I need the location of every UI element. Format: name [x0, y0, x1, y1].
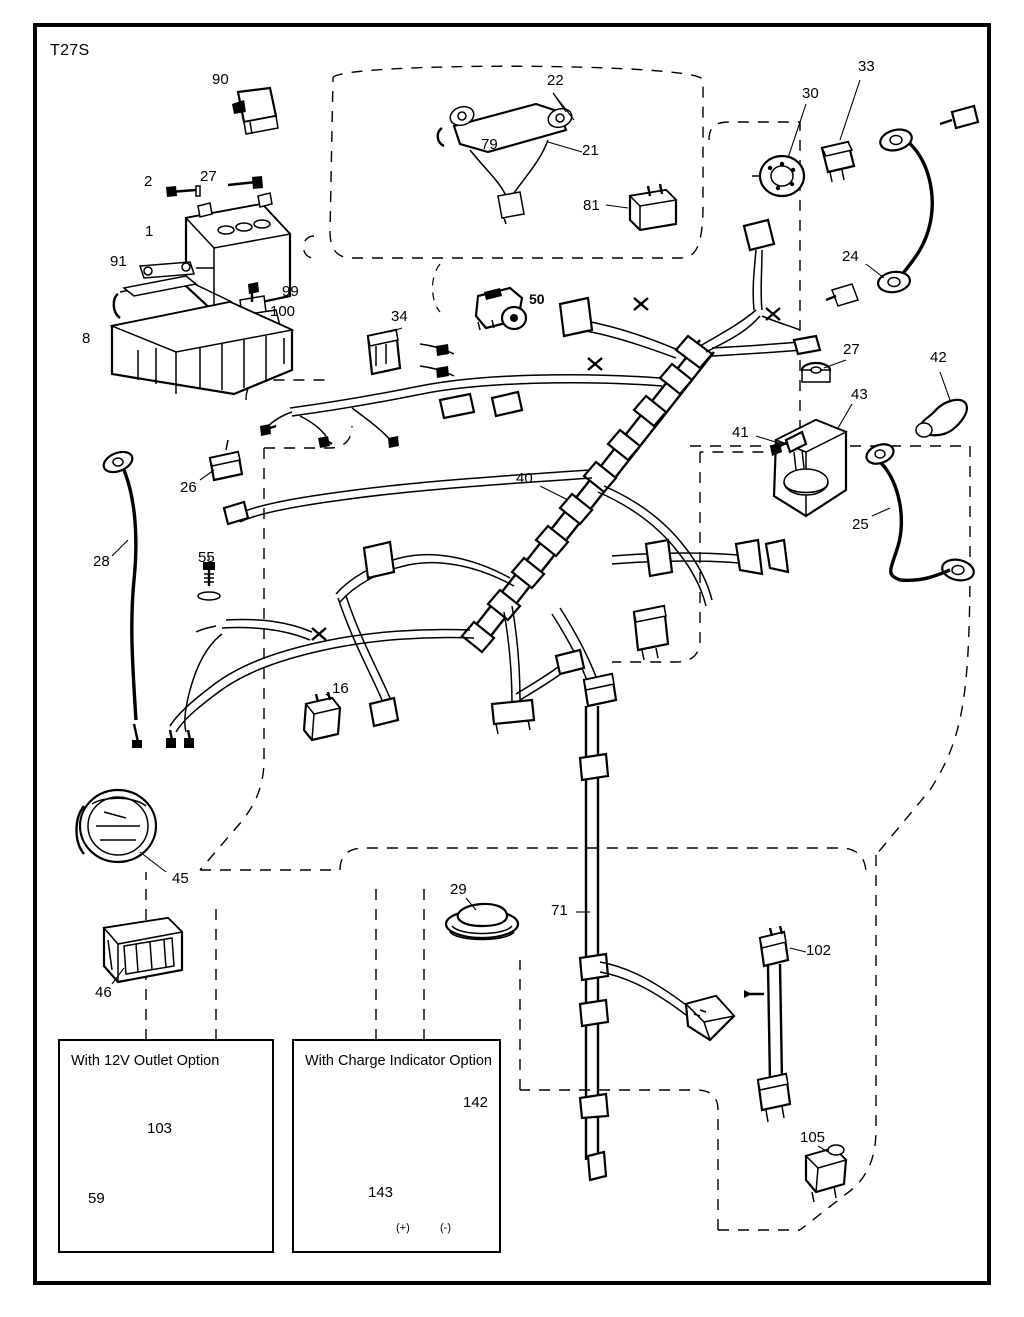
callout-100: 100 — [270, 303, 296, 320]
callout-30: 30 — [802, 85, 819, 102]
option-panel-12v-outlet — [58, 1039, 274, 1253]
callout-79: 79 — [481, 136, 498, 153]
callout-27-mid: 27 — [843, 341, 860, 358]
callout-24: 24 — [842, 248, 859, 265]
callout-33: 33 — [858, 58, 875, 75]
callout-91: 91 — [110, 253, 127, 270]
callout-21: 21 — [582, 142, 599, 159]
callout-41: 41 — [732, 424, 749, 441]
callout-142: 142 — [463, 1094, 489, 1111]
option-panel-charge-indicator-title: With Charge Indicator Option — [305, 1053, 492, 1069]
callout-46: 46 — [95, 984, 112, 1001]
callout-26: 26 — [180, 479, 197, 496]
option-panel-12v-outlet-title: With 12V Outlet Option — [71, 1053, 220, 1069]
option-panel-charge-indicator — [292, 1039, 501, 1253]
plate-id: T27S — [50, 42, 90, 59]
callout-71: 71 — [551, 902, 568, 919]
polarity-positive: (+) — [396, 1222, 410, 1234]
callout-50: 50 — [529, 291, 545, 307]
callout-28: 28 — [93, 553, 110, 570]
callout-8: 8 — [82, 330, 91, 347]
callout-16: 16 — [332, 680, 349, 697]
callout-34: 34 — [391, 308, 408, 325]
callout-105: 105 — [800, 1129, 826, 1146]
callout-102: 102 — [806, 942, 832, 959]
callout-59: 59 — [88, 1190, 105, 1207]
callout-43: 43 — [851, 386, 868, 403]
callout-29: 29 — [450, 881, 467, 898]
callout-55: 55 — [198, 549, 215, 566]
callout-42: 42 — [930, 349, 947, 366]
callout-45: 45 — [172, 870, 189, 887]
callout-81: 81 — [583, 197, 600, 214]
callout-103: 103 — [147, 1120, 173, 1137]
callout-22: 22 — [547, 72, 564, 89]
callout-27-top: 27 — [200, 168, 217, 185]
callout-40: 40 — [516, 470, 533, 487]
callout-90: 90 — [212, 71, 229, 88]
callout-25: 25 — [852, 516, 869, 533]
polarity-negative: (-) — [440, 1222, 451, 1234]
callout-143: 143 — [368, 1184, 394, 1201]
callout-1: 1 — [145, 223, 154, 240]
callout-2: 2 — [144, 173, 153, 190]
callout-99: 99 — [282, 283, 299, 300]
